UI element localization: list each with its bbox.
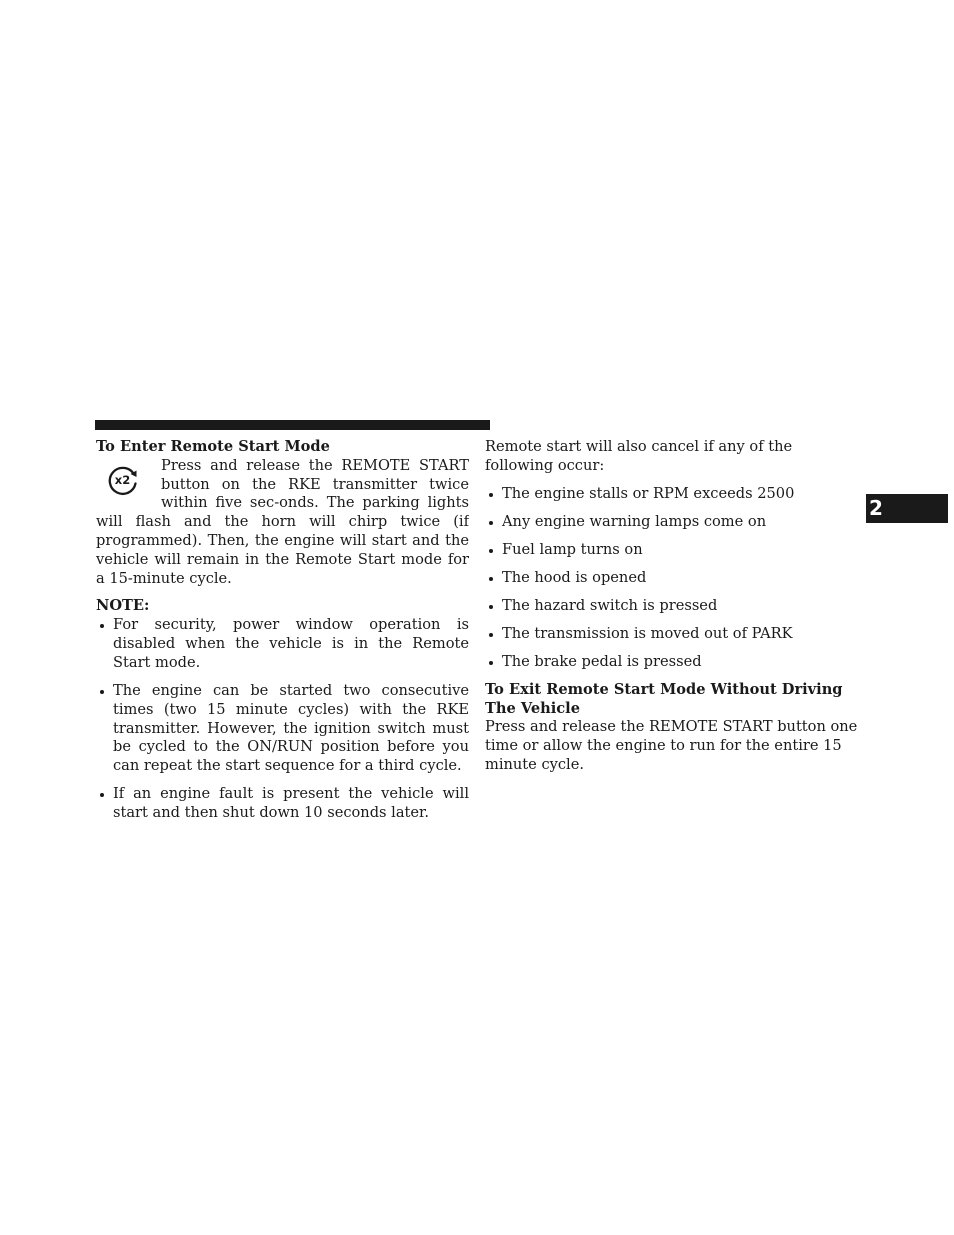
note-title: NOTE: <box>96 597 150 615</box>
right-column <box>485 438 863 775</box>
enter-remote-start-block <box>96 457 469 589</box>
icon-label: x2 <box>114 472 131 487</box>
note-item: For security, power window operation is disabled when the vehicle is in the Remote Start mode. <box>96 616 469 672</box>
chapter-tab: 2 <box>866 494 948 523</box>
remote-start-x2-icon <box>96 457 161 507</box>
note-item: The engine can be started two consecutive times (two 15 minute cycles) with the RKE transmitter. However, the ignition switch must be cycled to the ON/RUN position before you can repeat the start sequence for a third cycle. <box>96 682 469 776</box>
enter-remote-start-heading: To Enter Remote Start Mode <box>96 438 330 455</box>
section-rule <box>95 420 490 430</box>
cancel-intro: Remote start will also cancel if any of the following occur: <box>485 438 793 474</box>
left-column <box>96 438 469 832</box>
note-list <box>96 616 469 823</box>
cancel-condition-item: The hood is opened <box>485 569 863 588</box>
cancel-condition-item: The transmission is moved out of PARK <box>485 625 863 644</box>
exit-remote-start-heading: To Exit Remote Start Mode Without Driving The Vehicle <box>485 680 843 717</box>
enter-remote-start-text: Press and release the REMOTE START button on the RKE transmitter twice within five sec-onds. The parking lights will flash and the horn will chirp twice (if programmed). Then, the engine will start and the vehicle will remain in the Remote Start mode for a 15-minute cycle. <box>96 456 469 587</box>
exit-remote-start-text: Press and release the REMOTE START button one time or allow the engine to run for the entire 15 minute cycle. <box>485 718 858 774</box>
cancel-condition-item: Any engine warning lamps come on <box>485 513 863 532</box>
cancel-conditions-list <box>485 485 863 672</box>
cancel-condition-item: The engine stalls or RPM exceeds 2500 <box>485 485 863 504</box>
cancel-condition-item: Fuel lamp turns on <box>485 541 863 560</box>
note-item: If an engine fault is present the vehicle will start and then shut down 10 seconds later. <box>96 785 469 823</box>
cancel-condition-item: The brake pedal is pressed <box>485 653 863 672</box>
cancel-condition-item: The hazard switch is pressed <box>485 597 863 616</box>
